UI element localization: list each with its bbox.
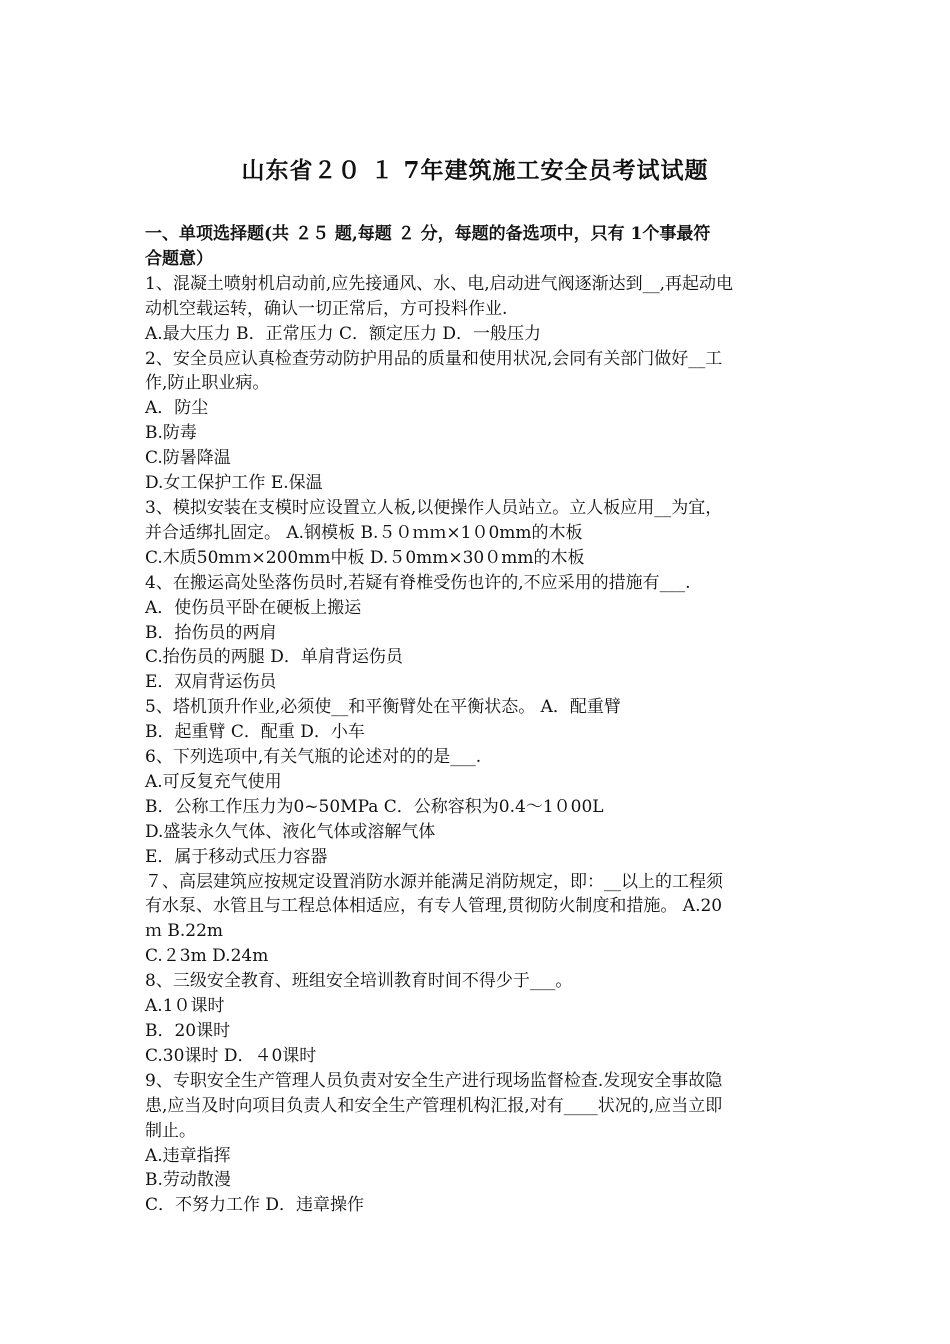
section-heading-line: 合题意） — [145, 248, 213, 269]
option-line: A.违章指挥 — [145, 1145, 231, 1166]
question-line: 并合适绑扎固定。 A.钢模板 B.５０ｍｍ×1０0mm的木板 — [145, 522, 583, 543]
option-line: A.可反复充气使用 — [145, 771, 282, 792]
option-line: B.防毒 — [145, 423, 197, 444]
option-line: B.劳动散漫 — [145, 1170, 231, 1191]
option-line: C.抬伤员的两腿 D．单肩背运伤员 — [145, 647, 403, 668]
question-line: 1、混凝土喷射机启动前,应先接通风、水、电,启动进气阀逐渐达到__,再起动电 — [145, 273, 734, 294]
option-line: A．使伤员平卧在硬板上搬运 — [145, 597, 362, 618]
option-line: A．防尘 — [145, 398, 209, 419]
option-line: ｍ B.22m — [145, 921, 224, 942]
question-line: 4、在搬运高处坠落伤员时,若疑有脊椎受伤也许的,不应采用的措施有___. — [145, 572, 691, 593]
question-line: 9、专职安全生产管理人员负责对安全生产进行现场监督检查.发现安全事故隐 — [145, 1070, 723, 1091]
page-title: 山东省２０ １ 7年建筑施工安全员考试试题 — [241, 157, 709, 184]
option-line: C.２3m D.24m — [145, 946, 269, 967]
option-line: C.30课时 D．４0课时 — [145, 1045, 317, 1066]
option-line: C．不努力工作 D．违章操作 — [145, 1195, 365, 1216]
option-line: C.防暑降温 — [145, 448, 231, 469]
question-line: 有水泵、水管且与工程总体相适应，有专人管理,贯彻防火制度和措施。 A.20 — [145, 896, 723, 917]
option-line: B．20课时 — [145, 1021, 231, 1041]
section-heading-line: 一、单项选择题(共 ２５ 题,每题 ２ 分，每题的备选项中，只有 1个事最符 — [145, 224, 711, 244]
question-line: 5、塔机顶升作业,必须使__和平衡臂处在平衡状态。 A．配重臂 — [145, 697, 621, 718]
option-line: A.最大压力 B．正常压力 C．额定压力 D．一般压力 — [145, 323, 542, 344]
question-line: 3、模拟安装在支模时应设置立人板,以便操作人员站立。立人板应用__为宜， — [145, 497, 723, 518]
question-line: 患,应当及时向项目负责人和安全生产管理机构汇报,对有____状况的,应当立即 — [145, 1095, 723, 1116]
question-line: 作,防止职业病。 — [145, 373, 270, 394]
option-line: D.盛装永久气体、液化气体或溶解气体 — [145, 821, 436, 842]
question-line: 8、三级安全教育、班组安全培训教育时间不得少于___。 — [145, 971, 573, 992]
question-line: 2、安全员应认真检查劳动防护用品的质量和使用状况,会同有关部门做好__工 — [145, 348, 723, 369]
document-body — [145, 222, 813, 1218]
question-line: 6、下列选项中,有关气瓶的论述对的的是___. — [145, 747, 482, 768]
option-line: C.木质50mｍ×200mm中板 D.５0mm×30０mm的木板 — [145, 547, 585, 568]
option-line: B．抬伤员的两肩 — [145, 622, 277, 643]
option-line: A.1０课时 — [145, 996, 225, 1017]
question-line: ７、高层建筑应按规定设置消防水源并能满足消防规定，即：__以上的工程须 — [145, 871, 723, 892]
option-line: E．双肩背运伤员 — [145, 672, 277, 693]
option-line: B．起重臂 C．配重 D．小车 — [145, 722, 365, 743]
option-line: E．属于移动式压力容器 — [145, 846, 328, 867]
option-line: D.女工保护工作 E.保温 — [145, 473, 323, 494]
question-line: 制止。 — [145, 1120, 196, 1141]
option-line: B．公称工作压力为0~50MPa C．公称容积为0.4～1０00L — [145, 796, 604, 817]
question-line: 动机空载运转，确认一切正常后，方可投料作业. — [145, 298, 508, 319]
